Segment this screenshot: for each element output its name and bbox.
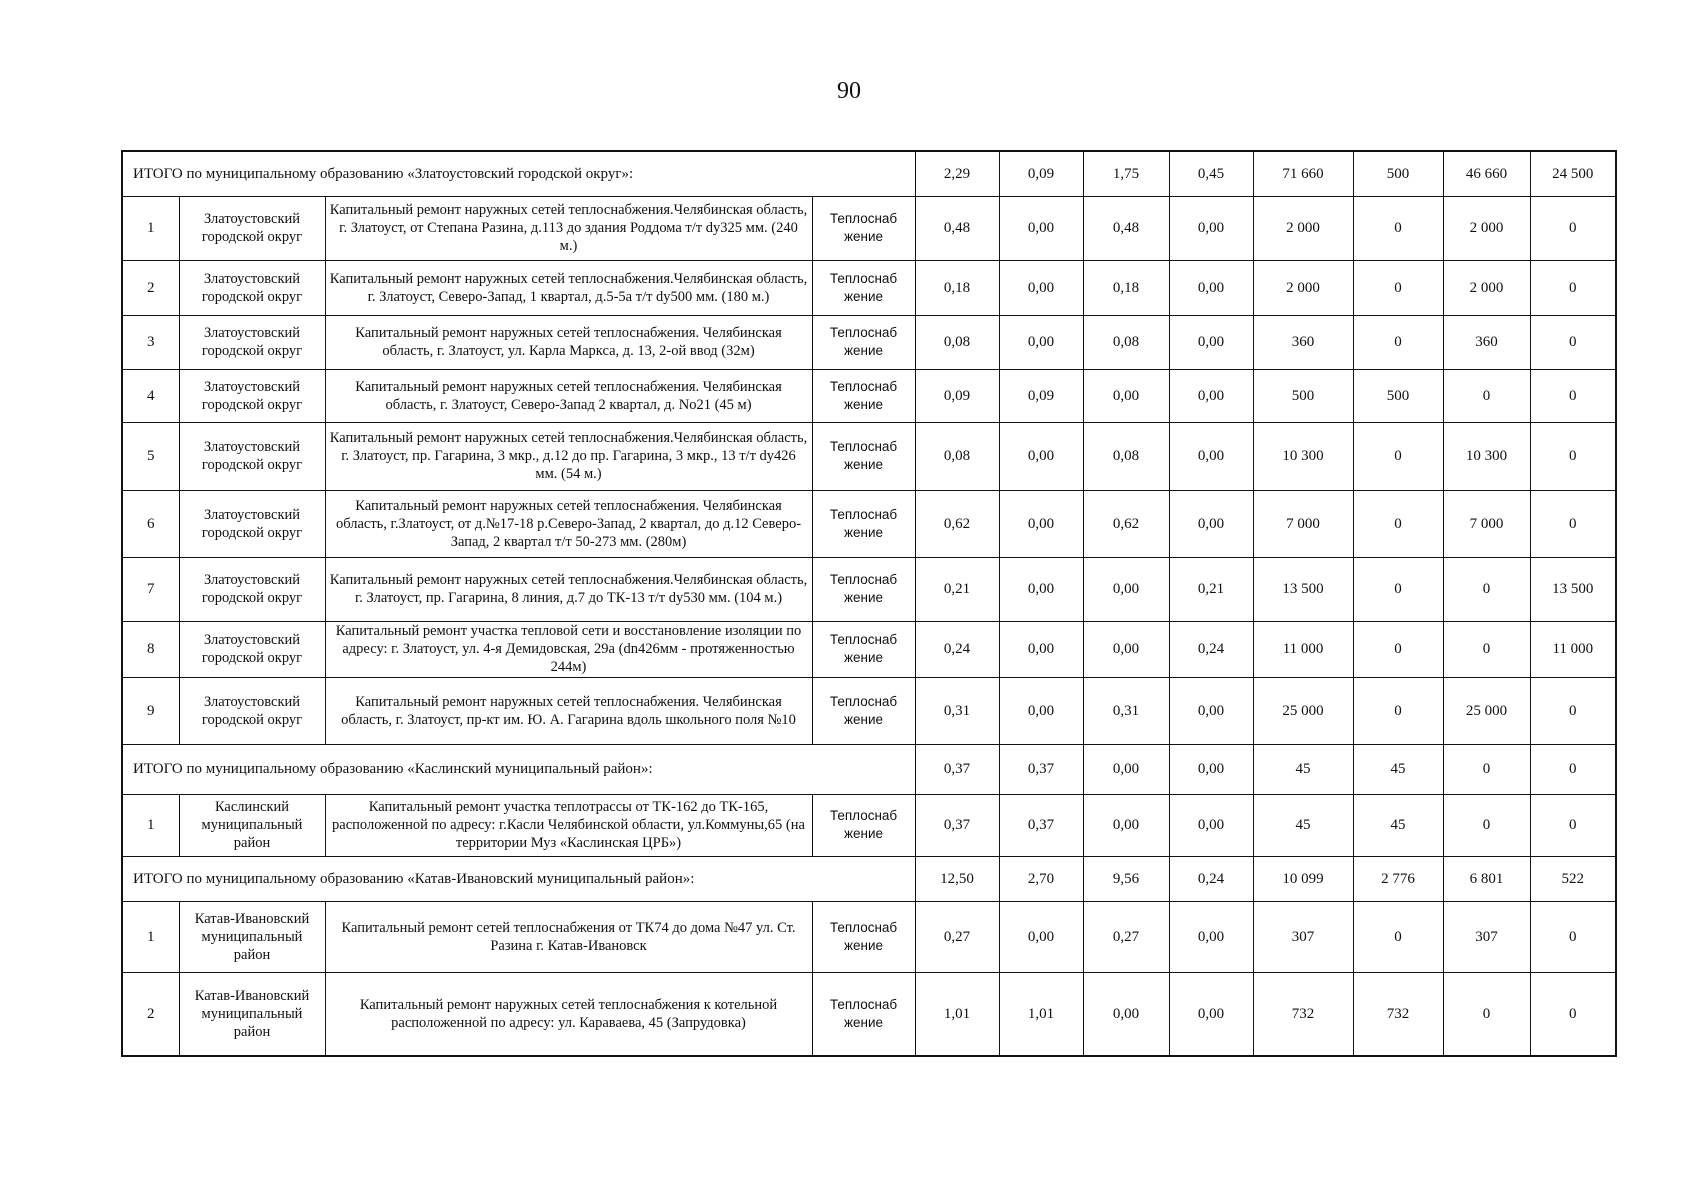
type-label-line2: жение	[844, 650, 884, 665]
value-cell: 0,00	[1083, 557, 1169, 621]
section-total-value: 24 500	[1530, 151, 1616, 196]
value-cell: 0	[1443, 972, 1530, 1056]
value-cell: 0,00	[1169, 422, 1253, 490]
section-total-value: 0	[1530, 744, 1616, 794]
value-cell: 13 500	[1530, 557, 1616, 621]
section-total-value: 0,45	[1169, 151, 1253, 196]
type-label-line1: Теплоснаб	[829, 270, 898, 286]
program-table	[121, 150, 1617, 1057]
value-cell: 25 000	[1253, 677, 1353, 744]
municipality-cell: Златоустовский городской округ	[179, 621, 325, 677]
type-label-line1: Теплоснаб	[829, 439, 898, 454]
value-cell: 0	[1530, 369, 1616, 422]
section-total-value: 45	[1353, 744, 1443, 794]
value-cell: 0,00	[1169, 369, 1253, 422]
type-label-line1: Теплоснаб	[829, 572, 898, 587]
section-total-value: 10 099	[1253, 856, 1353, 901]
value-cell: 0,00	[1169, 794, 1253, 856]
type-label-line2: жение	[844, 826, 884, 841]
row-number: 5	[122, 422, 179, 490]
description-cell: Капитальный ремонт наружных сетей теплоснабжения.Челябинская область, г. Златоуст, пр. Гагарина, 8 линия, д.7 до ТК-13 т/т dy530 мм. (104 м.)	[325, 557, 812, 621]
value-cell: 2 000	[1443, 196, 1530, 260]
type-cell	[812, 621, 915, 677]
type-cell	[812, 260, 915, 315]
value-cell: 0	[1353, 260, 1443, 315]
type-label-line2: жение	[844, 590, 884, 605]
municipality-cell: Златоустовский городской округ	[179, 369, 325, 422]
value-cell: 0,00	[1083, 369, 1169, 422]
value-cell: 13 500	[1253, 557, 1353, 621]
type-label-line1: Теплоснаб	[829, 693, 898, 709]
value-cell: 0,48	[915, 196, 999, 260]
description-cell: Капитальный ремонт наружных сетей теплоснабжения. Челябинская область, г.Златоуст, от д.№17-18 р.Северо-Запад, 2 квартал, до д.12 Северо-Запад, 2 квартал т/т 50-273 мм. (280м)	[325, 490, 812, 557]
value-cell: 0	[1530, 972, 1616, 1056]
value-cell: 0	[1530, 794, 1616, 856]
value-cell: 0,00	[1169, 196, 1253, 260]
municipality-cell: Златоустовский городской округ	[179, 557, 325, 621]
value-cell: 0	[1353, 901, 1443, 972]
value-cell: 0,00	[999, 490, 1083, 557]
value-cell: 732	[1253, 972, 1353, 1056]
value-cell: 0,31	[915, 677, 999, 744]
value-cell: 25 000	[1443, 677, 1530, 744]
type-cell	[812, 315, 915, 369]
value-cell: 45	[1353, 794, 1443, 856]
value-cell: 0,37	[915, 794, 999, 856]
value-cell: 0	[1443, 369, 1530, 422]
value-cell: 0,27	[1083, 901, 1169, 972]
description-cell: Капитальный ремонт сетей теплоснабжения от ТК74 до дома №47 ул. Ст. Разина г. Катав-Ивановск	[325, 901, 812, 972]
value-cell: 0,09	[999, 369, 1083, 422]
table-row	[122, 677, 1616, 744]
section-total-row	[122, 856, 1616, 901]
municipality-cell: Златоустовский городской округ	[179, 260, 325, 315]
section-total-value: 2,29	[915, 151, 999, 196]
section-total-row	[122, 744, 1616, 794]
type-label-line1: Теплоснаб	[829, 378, 898, 394]
table-row	[122, 794, 1616, 856]
row-number: 1	[122, 794, 179, 856]
type-label-line2: жение	[844, 1014, 884, 1030]
value-cell: 2 000	[1253, 260, 1353, 315]
value-cell: 0,00	[1083, 621, 1169, 677]
value-cell: 0	[1353, 315, 1443, 369]
value-cell: 0	[1530, 490, 1616, 557]
value-cell: 0,48	[1083, 196, 1169, 260]
value-cell: 500	[1253, 369, 1353, 422]
value-cell: 0	[1353, 677, 1443, 744]
section-total-value: 0,09	[999, 151, 1083, 196]
value-cell: 360	[1253, 315, 1353, 369]
type-label-line1: Теплоснаб	[829, 211, 898, 226]
table-row	[122, 369, 1616, 422]
type-label-line1: Теплоснаб	[829, 808, 898, 823]
type-label-line2: жение	[844, 524, 884, 540]
type-label-line1: Теплоснаб	[829, 325, 898, 340]
type-label-line2: жение	[844, 229, 884, 244]
value-cell: 0,08	[915, 315, 999, 369]
value-cell: 10 300	[1253, 422, 1353, 490]
value-cell: 0,00	[1169, 490, 1253, 557]
value-cell: 0,27	[915, 901, 999, 972]
municipality-cell: Каслинский муниципальный район	[179, 794, 325, 856]
value-cell: 360	[1443, 315, 1530, 369]
value-cell: 0,18	[915, 260, 999, 315]
section-total-value: 1,75	[1083, 151, 1169, 196]
value-cell: 0,00	[999, 422, 1083, 490]
section-total-value: 46 660	[1443, 151, 1530, 196]
value-cell: 7 000	[1443, 490, 1530, 557]
value-cell: 7 000	[1253, 490, 1353, 557]
value-cell: 0,62	[915, 490, 999, 557]
section-total-value: 2,70	[999, 856, 1083, 901]
municipality-cell: Златоустовский городской округ	[179, 315, 325, 369]
table-row	[122, 196, 1616, 260]
row-number: 2	[122, 972, 179, 1056]
type-cell	[812, 490, 915, 557]
table-body	[122, 151, 1616, 1056]
section-total-value: 0,24	[1169, 856, 1253, 901]
section-total-value: 6 801	[1443, 856, 1530, 901]
section-total-value: 500	[1353, 151, 1443, 196]
type-label-line1: Теплоснаб	[829, 919, 898, 935]
value-cell: 307	[1253, 901, 1353, 972]
section-total-value: 0	[1443, 744, 1530, 794]
section-total-value: 0,37	[999, 744, 1083, 794]
value-cell: 0	[1353, 422, 1443, 490]
row-number: 9	[122, 677, 179, 744]
description-cell: Капитальный ремонт наружных сетей теплоснабжения.Челябинская область, г. Златоуст, от Степана Разина, д.113 до здания Роддома т/т dy325 мм. (240 м.)	[325, 196, 812, 260]
type-label-line1: Теплоснаб	[829, 632, 898, 647]
type-cell	[812, 369, 915, 422]
section-total-value: 9,56	[1083, 856, 1169, 901]
municipality-cell: Златоустовский городской округ	[179, 490, 325, 557]
table-row	[122, 621, 1616, 677]
value-cell: 1,01	[915, 972, 999, 1056]
value-cell: 0	[1530, 260, 1616, 315]
section-total-value: 0,37	[915, 744, 999, 794]
value-cell: 0	[1353, 196, 1443, 260]
row-number: 1	[122, 901, 179, 972]
type-cell	[812, 422, 915, 490]
value-cell: 0,08	[1083, 422, 1169, 490]
value-cell: 0	[1353, 557, 1443, 621]
row-number: 6	[122, 490, 179, 557]
value-cell: 0,21	[1169, 557, 1253, 621]
value-cell: 11 000	[1253, 621, 1353, 677]
value-cell: 0	[1443, 557, 1530, 621]
type-cell	[812, 901, 915, 972]
value-cell: 0	[1530, 196, 1616, 260]
description-cell: Капитальный ремонт участка тепловой сети и восстановление изоляции по адресу: г. Златоуст, ул. 4-я Демидовская, 29а (dn426мм - протяженностью 244м)	[325, 621, 812, 677]
value-cell: 0,00	[999, 621, 1083, 677]
table-row	[122, 422, 1616, 490]
value-cell: 0,00	[999, 196, 1083, 260]
description-cell: Капитальный ремонт наружных сетей теплоснабжения.Челябинская область, г. Златоуст, Северо-Запад, 1 квартал, д.5-5а т/т dy500 мм. (180 м.)	[325, 260, 812, 315]
table-row	[122, 901, 1616, 972]
type-label-line2: жение	[844, 396, 884, 412]
value-cell: 0	[1530, 315, 1616, 369]
value-cell: 0,18	[1083, 260, 1169, 315]
section-total-value: 12,50	[915, 856, 999, 901]
value-cell: 0,24	[1169, 621, 1253, 677]
municipality-cell: Златоустовский городской округ	[179, 196, 325, 260]
row-number: 7	[122, 557, 179, 621]
value-cell: 0,09	[915, 369, 999, 422]
value-cell: 1,01	[999, 972, 1083, 1056]
value-cell: 0,31	[1083, 677, 1169, 744]
section-total-value: 45	[1253, 744, 1353, 794]
value-cell: 0,00	[1083, 972, 1169, 1056]
value-cell: 10 300	[1443, 422, 1530, 490]
value-cell: 0,00	[1083, 794, 1169, 856]
type-cell	[812, 557, 915, 621]
row-number: 8	[122, 621, 179, 677]
description-cell: Капитальный ремонт наружных сетей теплоснабжения. Челябинская область, г. Златоуст, Северо-Запад 2 квартал, д. No21 (45 м)	[325, 369, 812, 422]
type-cell	[812, 972, 915, 1056]
value-cell: 0,21	[915, 557, 999, 621]
value-cell: 500	[1353, 369, 1443, 422]
description-cell: Капитальный ремонт наружных сетей теплоснабжения.Челябинская область, г. Златоуст, пр. Гагарина, 3 мкр., д.12 до пр. Гагарина, 3 мкр., 13 т/т dy426 мм. (54 м.)	[325, 422, 812, 490]
value-cell: 0	[1353, 621, 1443, 677]
section-total-label: ИТОГО по муниципальному образованию «Златоустовский городской округ»:	[122, 151, 915, 196]
type-label-line2: жение	[844, 937, 884, 953]
value-cell: 2 000	[1443, 260, 1530, 315]
value-cell: 0	[1443, 794, 1530, 856]
section-total-value: 0,00	[1169, 744, 1253, 794]
value-cell: 0,00	[1169, 315, 1253, 369]
section-total-value: 71 660	[1253, 151, 1353, 196]
section-total-row	[122, 151, 1616, 196]
section-total-value: 0,00	[1083, 744, 1169, 794]
table-row	[122, 315, 1616, 369]
description-cell: Капитальный ремонт наружных сетей теплоснабжения. Челябинская область, г. Златоуст, пр-кт им. Ю. А. Гагарина вдоль школьного поля №10	[325, 677, 812, 744]
type-label-line2: жение	[844, 343, 884, 358]
type-cell	[812, 794, 915, 856]
value-cell: 0,24	[915, 621, 999, 677]
section-total-value: 522	[1530, 856, 1616, 901]
table-row	[122, 260, 1616, 315]
row-number: 1	[122, 196, 179, 260]
value-cell: 0,00	[999, 557, 1083, 621]
type-cell	[812, 196, 915, 260]
value-cell: 0,00	[1169, 260, 1253, 315]
type-label-line1: Теплоснаб	[829, 506, 898, 522]
value-cell: 0	[1443, 621, 1530, 677]
value-cell: 0,00	[999, 901, 1083, 972]
type-label-line1: Теплоснаб	[829, 996, 898, 1012]
type-cell	[812, 677, 915, 744]
value-cell: 11 000	[1530, 621, 1616, 677]
value-cell: 0	[1530, 422, 1616, 490]
value-cell: 0,37	[999, 794, 1083, 856]
value-cell: 45	[1253, 794, 1353, 856]
value-cell: 0	[1530, 677, 1616, 744]
row-number: 4	[122, 369, 179, 422]
value-cell: 2 000	[1253, 196, 1353, 260]
page-number: 90	[837, 78, 861, 104]
table-row	[122, 972, 1616, 1056]
municipality-cell: Катав-Ивановский муниципальный район	[179, 972, 325, 1056]
description-cell: Капитальный ремонт участка теплотрассы от ТК-162 до ТК-165, расположенной по адресу: г.Касли Челябинской области, ул.Коммуны,65 (на территории Муз «Каслинская ЦРБ»)	[325, 794, 812, 856]
value-cell: 0,62	[1083, 490, 1169, 557]
type-label-line2: жение	[844, 288, 884, 304]
value-cell: 0,00	[1169, 901, 1253, 972]
municipality-cell: Златоустовский городской округ	[179, 422, 325, 490]
section-total-value: 2 776	[1353, 856, 1443, 901]
value-cell: 0	[1353, 490, 1443, 557]
value-cell: 0,00	[999, 315, 1083, 369]
description-cell: Капитальный ремонт наружных сетей теплоснабжения к котельной расположенной по адресу: ул. Караваева, 45 (Запрудовка)	[325, 972, 812, 1056]
value-cell: 732	[1353, 972, 1443, 1056]
type-label-line2: жение	[844, 711, 884, 727]
value-cell: 0,00	[1169, 972, 1253, 1056]
type-label-line2: жение	[844, 457, 884, 472]
table-row	[122, 490, 1616, 557]
table-row	[122, 557, 1616, 621]
section-total-label: ИТОГО по муниципальному образованию «Катав-Ивановский муниципальный район»:	[122, 856, 915, 901]
value-cell: 0,00	[999, 260, 1083, 315]
value-cell: 0,00	[999, 677, 1083, 744]
value-cell: 0,08	[915, 422, 999, 490]
description-cell: Капитальный ремонт наружных сетей теплоснабжения. Челябинская область, г. Златоуст, ул. Карла Маркса, д. 13, 2-ой ввод (32м)	[325, 315, 812, 369]
row-number: 3	[122, 315, 179, 369]
section-total-label: ИТОГО по муниципальному образованию «Каслинский муниципальный район»:	[122, 744, 915, 794]
value-cell: 0	[1530, 901, 1616, 972]
row-number: 2	[122, 260, 179, 315]
value-cell: 0,08	[1083, 315, 1169, 369]
value-cell: 0,00	[1169, 677, 1253, 744]
municipality-cell: Катав-Ивановский муниципальный район	[179, 901, 325, 972]
value-cell: 307	[1443, 901, 1530, 972]
municipality-cell: Златоустовский городской округ	[179, 677, 325, 744]
